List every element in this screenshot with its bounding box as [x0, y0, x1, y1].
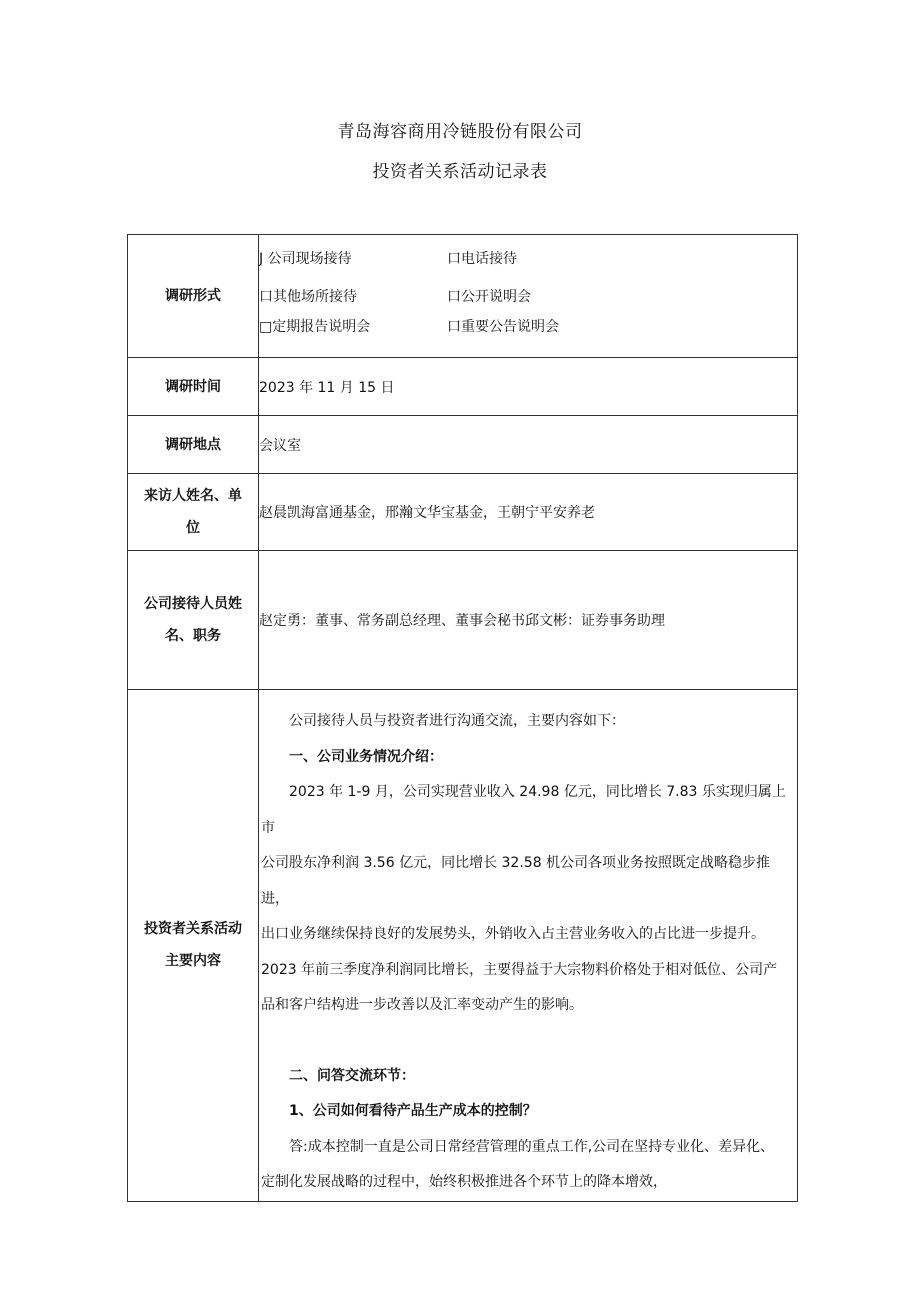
company-name: 青岛海容商用冷链股份有限公司 [337, 122, 583, 142]
research-time-label: 调研时间 [128, 358, 259, 416]
answer1-line1: 答:成本控制一直是公司日常经营管理的重点工作,公司在坚持专业化、差异化、 [289, 1138, 775, 1155]
main-content-label-line2: 主要内容 [165, 953, 221, 970]
research-time-value: 2023 年 11 月 15 日 [259, 358, 798, 416]
research-place-label: 调研地点 [128, 416, 259, 474]
option-onsite: J 公司现场接待 [259, 251, 352, 267]
option-phone: 口电话接待 [447, 251, 517, 267]
visitors-label [128, 474, 259, 551]
record-table [127, 234, 798, 1202]
receivers-label-line1: 公司接待人员姓 [144, 596, 242, 612]
main-content-label [128, 690, 259, 1202]
main-content-body [259, 690, 798, 1202]
para1-line5: 品和客户结构进一步改善以及汇率变动产生的影响。 [261, 997, 583, 1013]
receivers-label [128, 551, 259, 690]
option-other-venue: 口其他场所接待 [259, 289, 357, 305]
row-visitors [128, 474, 798, 551]
row-research-form [128, 235, 798, 358]
section1-title: 一、公司业务情况介绍： [289, 748, 443, 765]
para1-line1: 2023 年 1-9 月，公司实现营业收入 24.98 亿元，同比增长 7.83 乐实现归属上市 [261, 784, 786, 836]
research-place-value: 会议室 [259, 416, 798, 474]
receivers-label-line2: 名、职务 [165, 628, 221, 644]
visitors-label-line2: 位 [186, 520, 200, 536]
option-major-announcement: 口重要公告说明会 [447, 319, 559, 335]
row-research-place [128, 416, 798, 474]
visitors-label-line1: 来访人姓名、单 [144, 488, 242, 504]
main-content-label-line1: 投资者关系活动 [144, 921, 242, 938]
intro-text: 公司接待人员与投资者进行沟通交流，主要内容如下： [289, 713, 625, 729]
para1-line4: 2023 年前三季度净利润同比增长，主要得益于大宗物料价格处于相对低位、公司产 [261, 961, 778, 978]
visitors-value: 赵晨凯海富通基金，邢瀚文华宝基金，王朝宁平安养老 [259, 474, 798, 551]
row-receivers [128, 551, 798, 690]
answer1-line2: 定制化发展战略的过程中，始终积极推进各个环节上的降本增效， [261, 1174, 667, 1190]
para1-line2: 公司股东净利润 3.56 亿元，同比增长 32.58 机公司各项业务按照既定战略稳步推进， [261, 855, 771, 907]
receivers-value: 赵定勇：董事、常务副总经理、董事会秘书邱文彬：证券事务助理 [259, 551, 798, 690]
section2-title: 二、问答交流环节： [289, 1067, 415, 1084]
research-form-options [259, 235, 798, 358]
para1-line3: 出口业务继续保持良好的发展势头，外销收入占主营业务收入的占比进一步提升。 [261, 926, 765, 942]
row-main-content [128, 690, 798, 1202]
option-periodic-report: □定期报告说明会 [259, 319, 371, 335]
form-title: 投资者关系活动记录表 [372, 162, 548, 182]
question1: 1、公司如何看待产品生产成本的控制？ [289, 1103, 537, 1119]
option-public-briefing: 口公开说明会 [447, 289, 531, 305]
research-form-label: 调研形式 [128, 235, 259, 358]
row-research-time [128, 358, 798, 416]
